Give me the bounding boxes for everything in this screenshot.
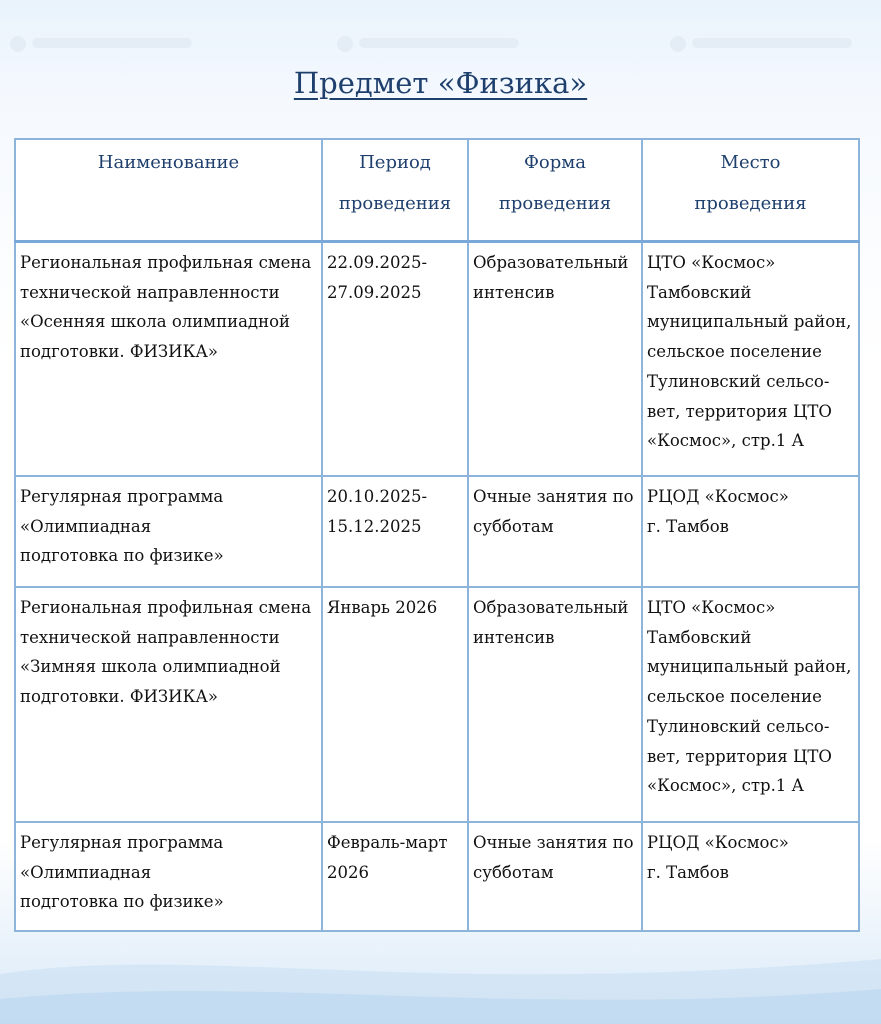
cell-name: Региональная профильная смена технической направленности «Зимняя школа олимпиадной подготовки. ФИЗИКА» xyxy=(15,587,322,822)
page-title: Предмет «Физика» xyxy=(293,66,588,100)
cell-name: Регулярная программа «Олимпиадная подготовка по физике» xyxy=(15,822,322,931)
table-row xyxy=(15,587,859,822)
cell-form: Образовательный интенсив xyxy=(468,587,642,822)
cell-period: Февраль-март 2026 xyxy=(322,822,468,931)
cell-period: Январь 2026 xyxy=(322,587,468,822)
cell-place: ЦТО «Космос» Тамбовский муниципальный район, сельское поселение Тулиновский сельсо- вет, территория ЦТО «Космос», стр.1 А xyxy=(642,587,859,822)
cell-form: Образовательный интенсив xyxy=(468,242,642,477)
table-row xyxy=(15,476,859,587)
header-place: Место проведения xyxy=(642,139,859,242)
events-table xyxy=(14,138,860,932)
header-form: Форма проведения xyxy=(468,139,642,242)
cell-name: Региональная профильная смена технической направленности «Осенняя школа олимпиадной подготовки. ФИЗИКА» xyxy=(15,242,322,477)
cell-place: РЦОД «Космос» г. Тамбов xyxy=(642,476,859,587)
table-row xyxy=(15,242,859,477)
cell-place: РЦОД «Космос» г. Тамбов xyxy=(642,822,859,931)
header-period: Период проведения xyxy=(322,139,468,242)
cell-place: ЦТО «Космос» Тамбовский муниципальный район, сельское поселение Тулиновский сельсо- вет, территория ЦТО «Космос», стр.1 А xyxy=(642,242,859,477)
cell-period: 20.10.2025- 15.12.2025 xyxy=(322,476,468,587)
cell-form: Очные занятия по субботам xyxy=(468,476,642,587)
cell-form: Очные занятия по субботам xyxy=(468,822,642,931)
header-name: Наименование xyxy=(15,139,322,242)
cell-name: Регулярная программа «Олимпиадная подготовка по физике» xyxy=(15,476,322,587)
table-header-row xyxy=(15,139,859,242)
cell-period: 22.09.2025- 27.09.2025 xyxy=(322,242,468,477)
background-watermark xyxy=(0,30,881,70)
table-row xyxy=(15,822,859,931)
